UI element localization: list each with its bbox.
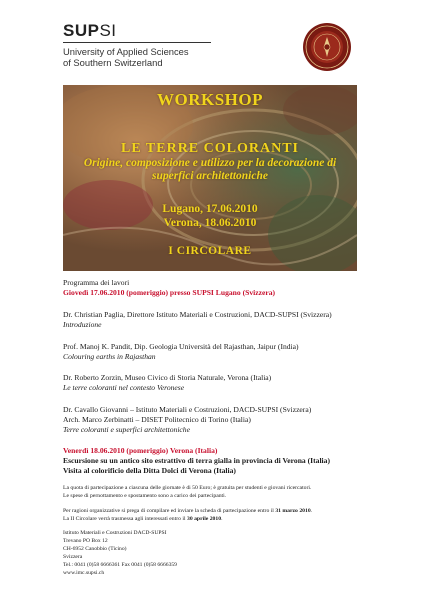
program-excursion-2: Visita al colorificio della Ditta Dolci di Verona (Italia) xyxy=(63,466,236,475)
speaker-4-name: Dr. Cavallo Giovanni – Istituto Materiali e Costruzioni, DACD-SUPSI (Svizzera) xyxy=(63,405,312,414)
banner-subtitle-2: superfici architettoniche xyxy=(152,170,268,182)
note-deadline-1-date: 31 marzo 2010 xyxy=(275,508,311,514)
program-excursion-1: Escursione su un antico sito estrattivo di terra gialla in provincia di Verona (Italia) xyxy=(63,456,330,465)
note-deadline-1 xyxy=(63,508,312,515)
banner-date-lugano: Lugano, 17.06.2010 xyxy=(162,203,258,215)
address-line-3: CH-6952 Canobbio (Ticino) xyxy=(63,546,127,552)
note-deadline-2-text: La II Circolare verrà trasmessa agli interessati entro il xyxy=(63,516,187,522)
address-line-1: Istituto Materiali e Costruzioni DACD-SUPSI xyxy=(63,530,167,536)
banner-title: LE TERRE COLORANTI xyxy=(120,141,299,156)
note-deadline-1-text: Per ragioni organizzative si prega di compilare ed inviare la scheda di partecipazione entro il xyxy=(63,508,276,514)
logo-wordmark xyxy=(63,22,211,40)
banner-circolare: I CIRCOLARE xyxy=(168,245,252,257)
address-line-2: Trevano PO Box 12 xyxy=(63,538,108,544)
university-seal-icon xyxy=(302,22,352,72)
logo-bold: SUP xyxy=(63,21,100,40)
program-heading: Programma dei lavori xyxy=(63,278,130,287)
banner-subtitle-1: Origine, composizione e utilizzo per la decorazione di xyxy=(83,157,337,169)
logo-subtitle-1: University of Applied Sciences xyxy=(63,46,189,57)
supsi-logo xyxy=(63,22,211,68)
note-deadline-2-end: . xyxy=(221,516,223,522)
logo-divider xyxy=(63,42,211,43)
logo-rest: SI xyxy=(99,21,117,40)
program-day2: Venerdì 18.06.2010 (pomeriggio) Verona (Italia) xyxy=(63,446,218,455)
note-deadline-2 xyxy=(63,516,223,523)
note-deadline-2-date: 30 aprile 2010 xyxy=(186,516,222,522)
speaker-2-topic: Colouring earths in Rajasthan xyxy=(63,352,156,361)
speaker-4-name2: Arch. Marco Zerbinatti – DISET Politecnico di Torino (Italia) xyxy=(63,415,251,424)
note-fee-1: La quota di partecipazione a ciascuna delle giornate è di 50 Euro; è gratuita per studenti e giovani ricercatori. xyxy=(63,485,312,491)
logo-subtitle-2: of Southern Switzerland xyxy=(63,57,163,68)
website-link[interactable]: www.imc.supsi.ch xyxy=(63,570,105,576)
speaker-1-topic: Introduzione xyxy=(63,320,102,329)
note-deadline-1-end: . xyxy=(310,508,313,514)
speaker-4-topic: Terre coloranti e superfici architettoniche xyxy=(63,425,190,434)
workshop-banner xyxy=(63,85,357,271)
banner-workshop: WORKSHOP xyxy=(156,90,263,109)
note-fee-2: Le spese di pernottamento e spostamento sono a carico dei partecipanti. xyxy=(63,493,227,499)
address-line-4: Svizzera xyxy=(63,554,83,560)
address-line-5: Tel.: 0041 (0)58 6666361 Fax 0041 (0)58 6666359 xyxy=(63,562,177,568)
banner-date-verona: Verona, 18.06.2010 xyxy=(163,217,257,229)
program-day1: Giovedì 17.06.2010 (pomeriggio) presso SUPSI Lugano (Svizzera) xyxy=(63,288,276,297)
speaker-3-topic: Le terre coloranti nel contesto Veronese xyxy=(63,383,185,392)
speaker-1-name: Dr. Christian Paglia, Direttore Istituto Materiali e Costruzioni, DACD-SUPSI (Svizzera) xyxy=(63,310,332,319)
speaker-2-name: Prof. Manoj K. Pandit, Dip. Geologia Università del Rajasthan, Jaipur (India) xyxy=(63,342,299,351)
speaker-3-name: Dr. Roberto Zorzin, Museo Civico di Storia Naturale, Verona (Italia) xyxy=(63,373,272,382)
